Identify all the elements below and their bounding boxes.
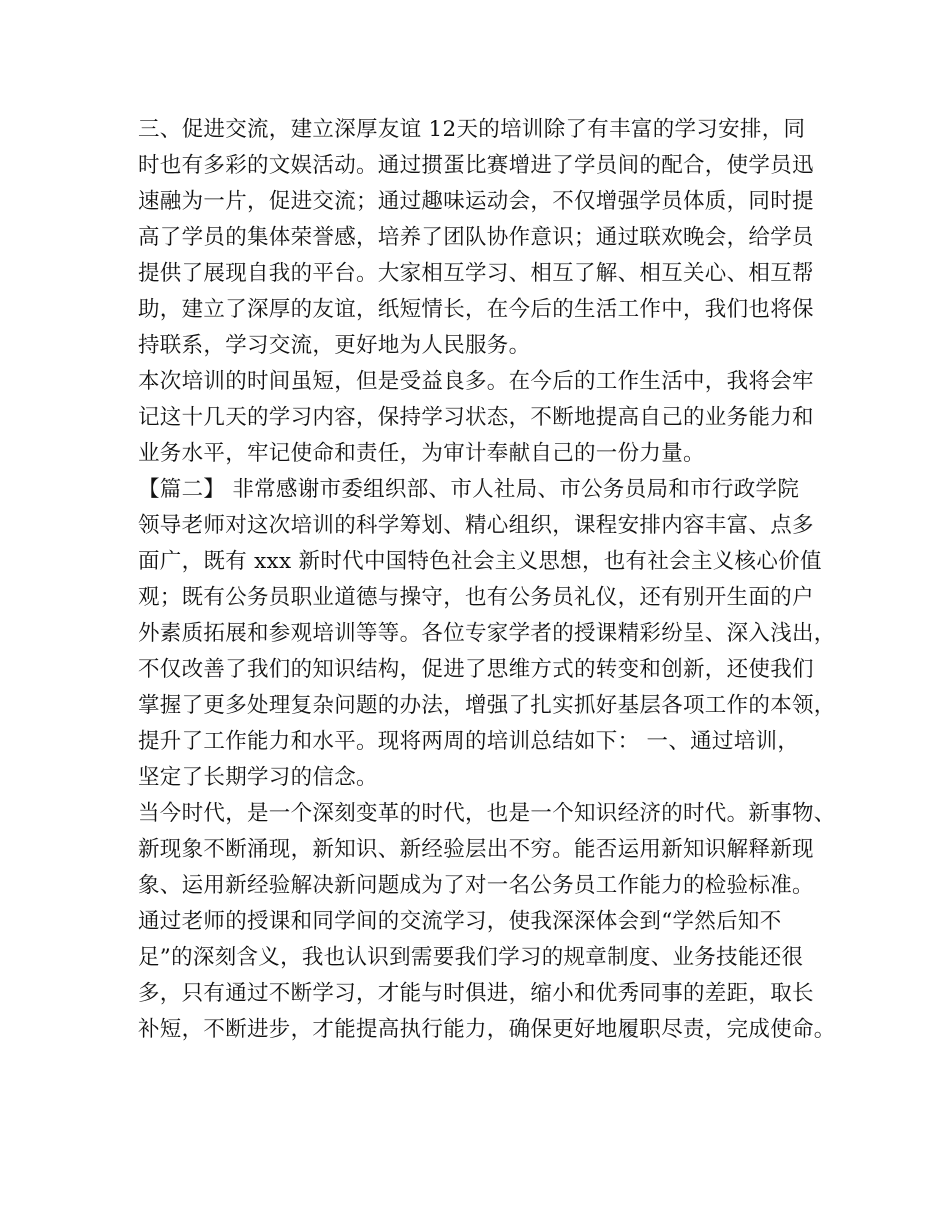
text-line: 记这十几天的学习内容，保持学习状态，不断地提高自己的业务能力和: [138, 405, 814, 430]
text-line: 多，只有通过不断学习，才能与时俱进，缩小和优秀同事的差距，取长: [138, 981, 814, 1006]
text-line: 提供了展现自我的平台。大家相互学习、相互了解、相互关心、相互帮: [138, 261, 814, 286]
text-line: 通过老师的授课和同学间的交流学习，使我深深体会到“学然后知不: [138, 909, 782, 934]
text-line: 高了学员的集体荣誉感，培养了团队协作意识；通过联欢晚会，给学员: [138, 225, 814, 250]
text-line: 【篇二】 非常感谢市委组织部、市人社局、市公务员局和市行政学院: [138, 477, 800, 502]
text-line: 外素质拓展和参观培训等等。各位专家学者的授课精彩纷呈、深入浅出，: [138, 621, 836, 646]
document-body: [138, 112, 836, 1048]
text-line: 新现象不断涌现，新知识、新经验层出不穷。能否运用新知识解释新现: [138, 837, 814, 862]
text-line: 观；既有公务员职业道德与操守，也有公务员礼仪，还有别开生面的户: [138, 585, 814, 610]
text-line: 足”的深刻含义，我也认识到需要我们学习的规章制度、业务技能还很: [138, 945, 804, 970]
text-line: 面广，既有 xxx 新时代中国特色社会主义思想，也有社会主义核心价值: [138, 549, 822, 574]
text-line: 当今时代，是一个深刻变革的时代，也是一个知识经济的时代。新事物、: [138, 801, 836, 826]
text-line: 助，建立了深厚的友谊，纸短情长，在今后的生活工作中，我们也将保: [138, 297, 814, 322]
text-line: 时也有多彩的文娱活动。通过掼蛋比赛增进了学员间的配合，使学员迅: [138, 153, 814, 178]
text-line: 象、运用新经验解决新问题成为了对一名公务员工作能力的检验标准。: [138, 873, 814, 898]
text-line: 补短，不断进步，才能提高执行能力，确保更好地履职尽责，完成使命。: [138, 1017, 836, 1042]
text-line: 提升了工作能力和水平。现将两周的培训总结如下： 一、通过培训，: [138, 729, 800, 754]
text-line: 速融为一片，促进交流；通过趣味运动会，不仅增强学员体质，同时提: [138, 189, 814, 214]
text-line: 三、促进交流，建立深厚友谊 12天的培训除了有丰富的学习安排，同: [138, 117, 806, 142]
text-line: 持联系，学习交流，更好地为人民服务。: [138, 333, 531, 358]
text-line: 掌握了更多处理复杂问题的办法，增强了扎实抓好基层各项工作的本领，: [138, 693, 836, 718]
text-line: 业务水平，牢记使命和责任，为审计奉献自己的一份力量。: [138, 441, 705, 466]
text-line: 领导老师对这次培训的科学筹划、精心组织，课程安排内容丰富、点多: [138, 513, 814, 538]
text-line: 不仅改善了我们的知识结构，促进了思维方式的转变和创新，还使我们: [138, 657, 814, 682]
text-line: 本次培训的时间虽短，但是受益良多。在今后的工作生活中，我将会牢: [138, 369, 814, 394]
text-line: 坚定了长期学习的信念。: [138, 765, 378, 790]
